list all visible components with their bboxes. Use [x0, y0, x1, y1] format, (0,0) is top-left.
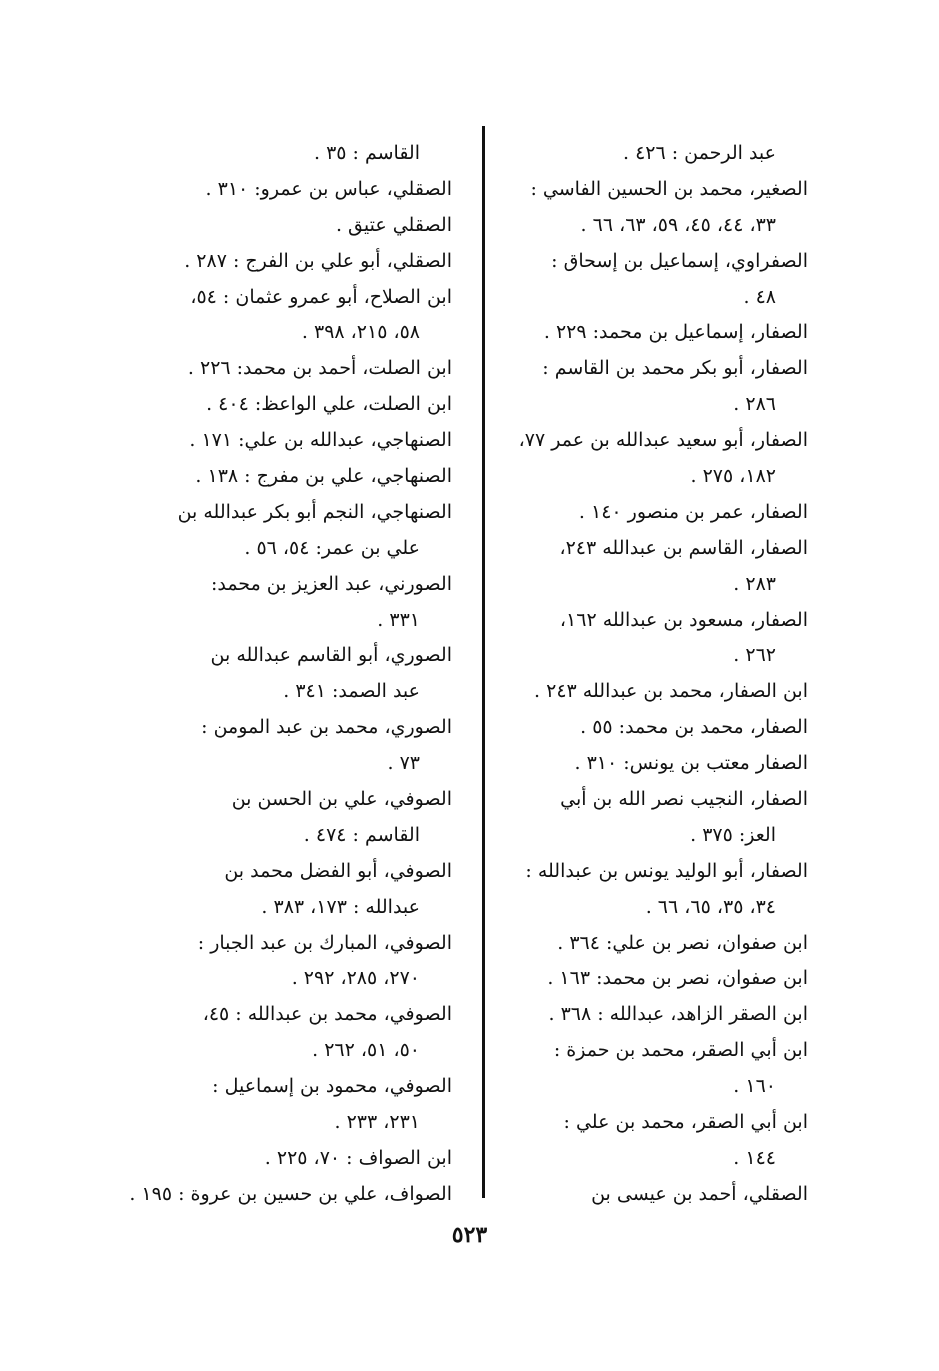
index-entry-line: ٧٣ .	[387, 752, 420, 775]
index-entry-line: الصنهاجي، عبدالله بن علي: ١٧١ .	[189, 429, 452, 452]
index-entry-line: الصنهاجي، علي بن مفرج : ١٣٨ .	[195, 465, 452, 488]
index-entry-line: الصقلي عتيق .	[335, 213, 452, 236]
index-entry-line: ٤٨ .	[743, 285, 776, 308]
index-entry-line: القاسم : ٤٧٤ .	[303, 823, 420, 846]
index-column-right	[508, 136, 808, 1213]
index-entry-line: ١٤٤ .	[733, 1146, 776, 1169]
column-divider	[482, 126, 485, 1198]
index-entry-line: علي بن عمر: ٥٤، ٥٦ .	[244, 536, 420, 559]
index-entry-line: ابن أبي الصقر، محمد بن علي :	[563, 1111, 808, 1134]
index-entry-line: ٢٧٠، ٢٨٥، ٢٩٢ .	[291, 967, 420, 990]
index-entry-line: الصوفي، علي بن الحسن بن	[231, 788, 452, 811]
index-entry-line: الصفار، أبو سعيد عبدالله بن عمر ٧٧،	[518, 429, 808, 452]
index-entry-line: ٣٣، ٤٤، ٤٥، ٥٩، ٦٣، ٦٦ .	[580, 213, 776, 236]
index-entry-line: العز: ٣٧٥ .	[690, 823, 776, 846]
index-entry-line: ابن الصلت، علي الواعظ: ٤٠٤ .	[206, 393, 452, 416]
index-entry-line: الصوفي، المبارك بن عبد الجبار :	[197, 931, 452, 954]
index-entry-line: الصفار، عمر بن منصور ١٤٠ .	[578, 500, 808, 523]
index-entry-line: عبدالله : ١٧٣، ٣٨٣ .	[261, 895, 420, 918]
index-entry-line: ١٨٢، ٢٧٥ .	[690, 465, 776, 488]
index-entry-line: الصقلي، عباس بن عمرو: ٣١٠ .	[205, 177, 452, 200]
index-entry-line: الصفار، مسعود بن عبدالله ١٦٢،	[559, 608, 808, 631]
index-entry-line: ٢٣١، ٢٣٣ .	[334, 1111, 420, 1134]
index-entry-line: ٥٨، ٢١٥، ٣٩٨ .	[301, 321, 420, 344]
index-entry-line: القاسم : ٣٥ .	[313, 142, 420, 164]
index-entry-line: ٢٨٦ .	[733, 393, 776, 416]
index-entry-line: الصفار، محمد بن محمد: ٥٥ .	[580, 716, 808, 739]
index-entry-line: الصوري، محمد بن عبد المومن :	[201, 716, 452, 739]
index-entry-line: ٢٨٣ .	[733, 572, 776, 595]
index-entry-line: الصفار، إسماعيل بن محمد: ٢٢٩ .	[543, 321, 808, 344]
index-entry-line: الصفار، القاسم بن عبدالله ٢٤٣،	[559, 536, 808, 559]
index-entry-line: عبد الرحمن : ٤٢٦ .	[622, 142, 776, 164]
index-entry-line: الصغير، محمد بن الحسين الفاسي :	[530, 177, 808, 200]
index-entry-line: ٣٤، ٣٥، ٦٥، ٦٦ .	[645, 895, 776, 918]
index-entry-line: ٣٣١ .	[377, 608, 420, 631]
index-entry-line: الصقلي، أبو علي بن الفرج : ٢٨٧ .	[184, 249, 452, 272]
index-entry-line: ابن الصفار، محمد بن عبدالله ٢٤٣ .	[534, 680, 808, 703]
index-entry-line: الصوفي، محمود بن إسماعيل :	[212, 1075, 452, 1098]
index-entry-line: الصوفي، أبو الفضل محمد بن	[224, 859, 452, 882]
index-entry-line: ١٦٠ .	[733, 1075, 776, 1098]
index-entry-line: ٥٠، ٥١، ٢٦٢ .	[312, 1039, 420, 1062]
index-entry-line: ابن الصلاح، أبو عمرو عثمان : ٥٤،	[190, 285, 452, 308]
index-entry-line: ابن أبي الصقر، محمد بن حمزة :	[553, 1039, 808, 1062]
page-number: ٥٢٣	[451, 1222, 488, 1248]
index-entry-line: الصفار، أبو الوليد يونس بن عبدالله :	[525, 859, 808, 882]
index-entry-line: ابن صفوان، نصر بن محمد: ١٦٣ .	[547, 967, 808, 990]
index-entry-line: ابن الصلت، أحمد بن محمد: ٢٢٦ .	[187, 357, 452, 380]
index-entry-line: الصوفي، محمد بن عبدالله : ٤٥،	[202, 1003, 452, 1026]
index-entry-line: ٢٦٢ .	[733, 644, 776, 667]
index-column-left	[129, 136, 452, 1213]
index-entry-line: الصفراوي، إسماعيل بن إسحاق :	[551, 249, 808, 272]
index-entry-line: الصورني، عبد العزيز بن محمد:	[210, 572, 452, 595]
index-entry-line: عبد الصمد: ٣٤١ .	[283, 680, 420, 703]
index-entry-line: الصوري، أبو القاسم عبدالله بن	[210, 644, 452, 667]
index-entry-line: الصفار، النجيب نصر الله بن أبي	[560, 788, 808, 811]
index-entry-line: الصفار معتب بن يونس: ٣١٠ .	[574, 752, 808, 775]
index-entry-line: الصواف، علي بن حسين بن عروة : ١٩٥ .	[129, 1182, 452, 1205]
index-entry-line: الصقلي، أحمد بن عيسى بن	[591, 1182, 808, 1205]
index-entry-line: الصفار، أبو بكر محمد بن القاسم :	[542, 357, 808, 380]
index-entry-line: ابن الصقر الزاهد، عبدالله : ٣٦٨ .	[548, 1003, 808, 1026]
index-entry-line: ابن الصواف : ٧٠، ٢٢٥ .	[264, 1146, 452, 1169]
index-entry-line: الصنهاجي، النجم أبو بكر عبدالله بن	[177, 500, 452, 523]
index-entry-line: ابن صفوان، نصر بن علي: ٣٦٤ .	[557, 931, 808, 954]
